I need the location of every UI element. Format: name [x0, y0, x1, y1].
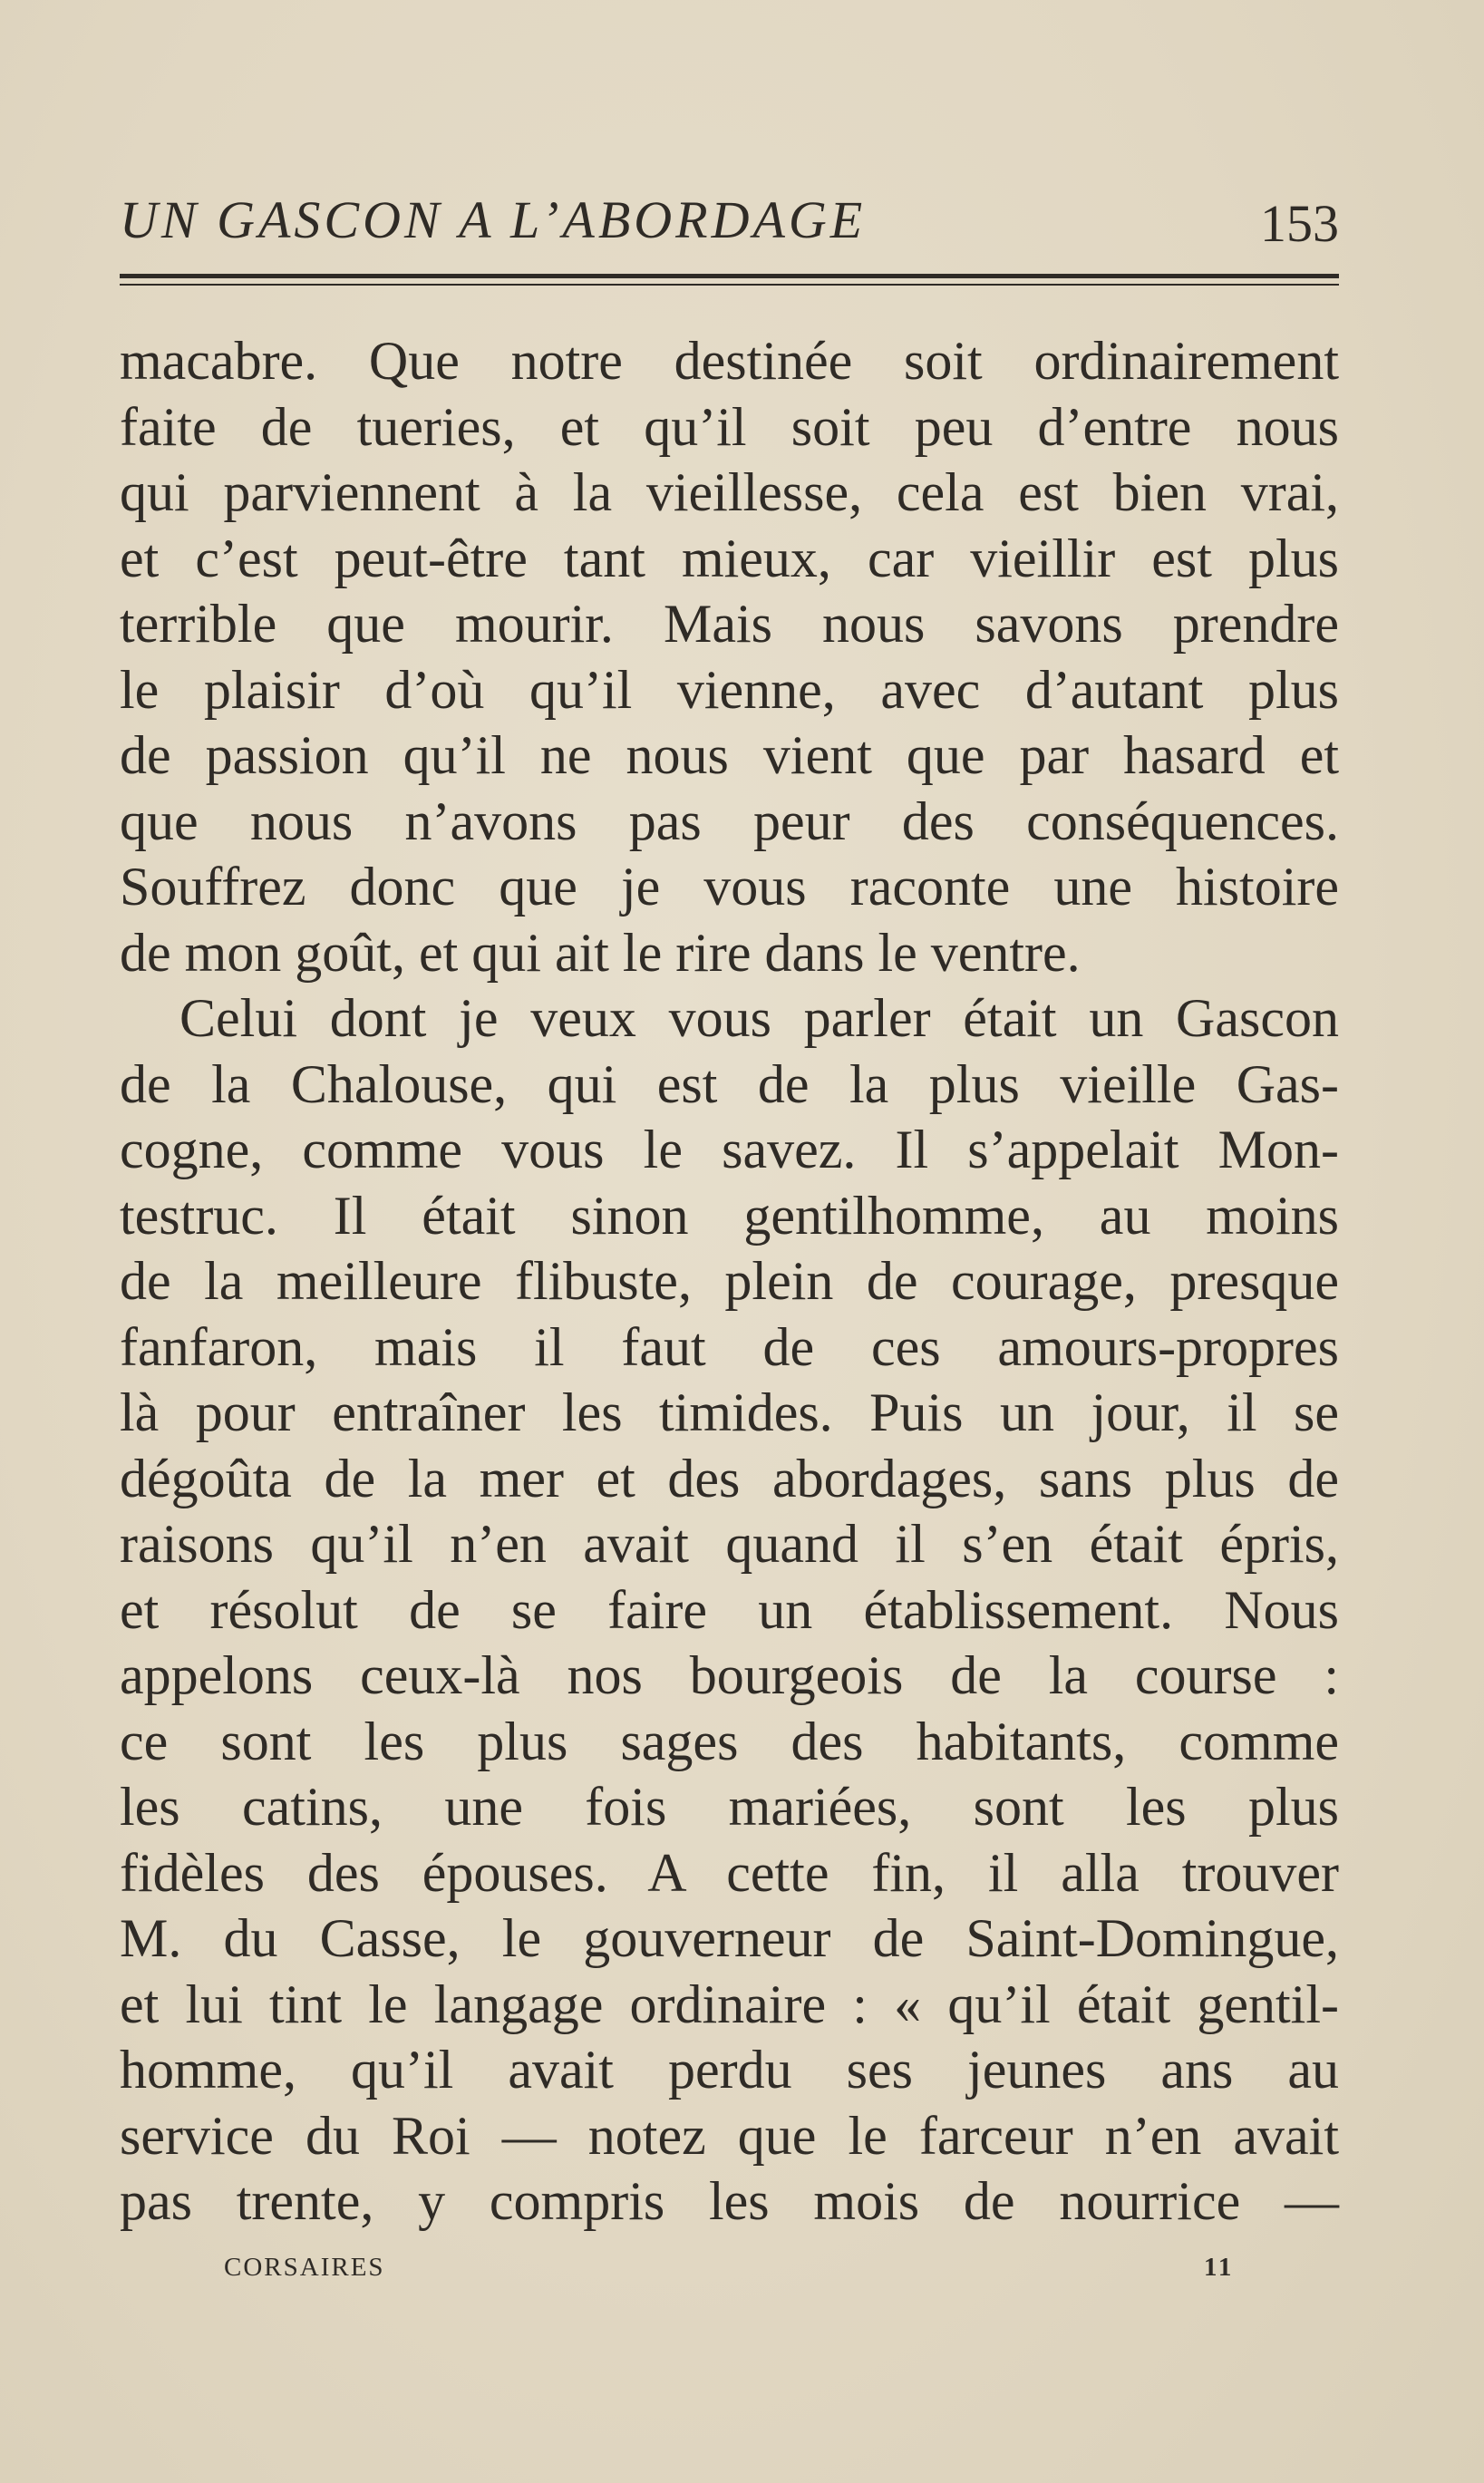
text-line: terrible que mourir. Mais nous savons prendre [120, 594, 1339, 654]
text-line: Celui dont je veux vous parler était un Gascon [179, 988, 1339, 1048]
text-line: le plaisir d’où qu’il vienne, avec d’autant plus [120, 659, 1339, 720]
text-line: homme, qu’il avait perdu ses jeunes ans au [120, 2040, 1339, 2100]
paragraph-2 [120, 985, 1339, 2235]
text-line: de mon goût, et qui ait le rire dans le ventre. [120, 922, 1081, 983]
text-line: dégoûta de la mer et des abordages, sans plus de [120, 1448, 1339, 1508]
footer-signature: CORSAIRES [224, 2253, 385, 2282]
text-line: et résolut de se faire un établissement. Nous [120, 1579, 1339, 1640]
header-rule-thin [120, 284, 1339, 286]
footer-sheet-number: 11 [1204, 2253, 1235, 2282]
text-line: ce sont les plus sages des habitants, comme [120, 1711, 1339, 1771]
text-line: pas trente, y compris les mois de nourrice — [120, 2171, 1339, 2231]
running-head [120, 189, 1339, 252]
text-line: que nous n’avons pas peur des conséquences. [120, 790, 1339, 851]
text-line: de la meilleure flibuste, plein de courage, presque [120, 1251, 1339, 1311]
text-line: appelons ceux-là nos bourgeois de la course : [120, 1645, 1339, 1705]
text-line: de passion qu’il ne nous vient que par hasard et [120, 725, 1339, 785]
running-title: UN GASCON A L’ABORDAGE [120, 190, 867, 249]
text-line: qui parviennent à la vieillesse, cela est bien vrai, [120, 462, 1339, 522]
text-line: de la Chalouse, qui est de la plus vieille Gas- [120, 1053, 1339, 1114]
text-line: macabre. Que notre destinée soit ordinairement [120, 331, 1339, 391]
text-line: et lui tint le langage ordinaire : « qu’il était gentil- [120, 1974, 1339, 2034]
text-line: les catins, une fois mariées, sont les plus [120, 1777, 1339, 1837]
text-line: et c’est peut-être tant mieux, car vieillir est plus [120, 528, 1339, 588]
page-number: 153 [1260, 194, 1339, 253]
text-line: Souffrez donc que je vous raconte une histoire [120, 857, 1339, 917]
text-line: fanfaron, mais il faut de ces amours-propres [120, 1316, 1339, 1377]
text-line: faite de tueries, et qu’il soit peu d’entre nous [120, 396, 1339, 457]
text-line: là pour entraîner les timides. Puis un jour, il se [120, 1382, 1339, 1442]
paragraph-1 [120, 328, 1339, 985]
text-line: service du Roi — notez que le farceur n’en avait [120, 2105, 1339, 2166]
text-line: testruc. Il était sinon gentilhomme, au moins [120, 1185, 1339, 1246]
text-line: raisons qu’il n’en avait quand il s’en était épris, [120, 1514, 1339, 1574]
text-line: M. du Casse, le gouverneur de Saint-Domingue, [120, 1908, 1339, 1968]
header-rule-thick [120, 274, 1339, 278]
text-line: cogne, comme vous le savez. Il s’appelait Mon- [120, 1120, 1339, 1179]
text-line: fidèles des épouses. A cette fin, il alla trouver [120, 1842, 1339, 1903]
body-text [120, 328, 1339, 2235]
